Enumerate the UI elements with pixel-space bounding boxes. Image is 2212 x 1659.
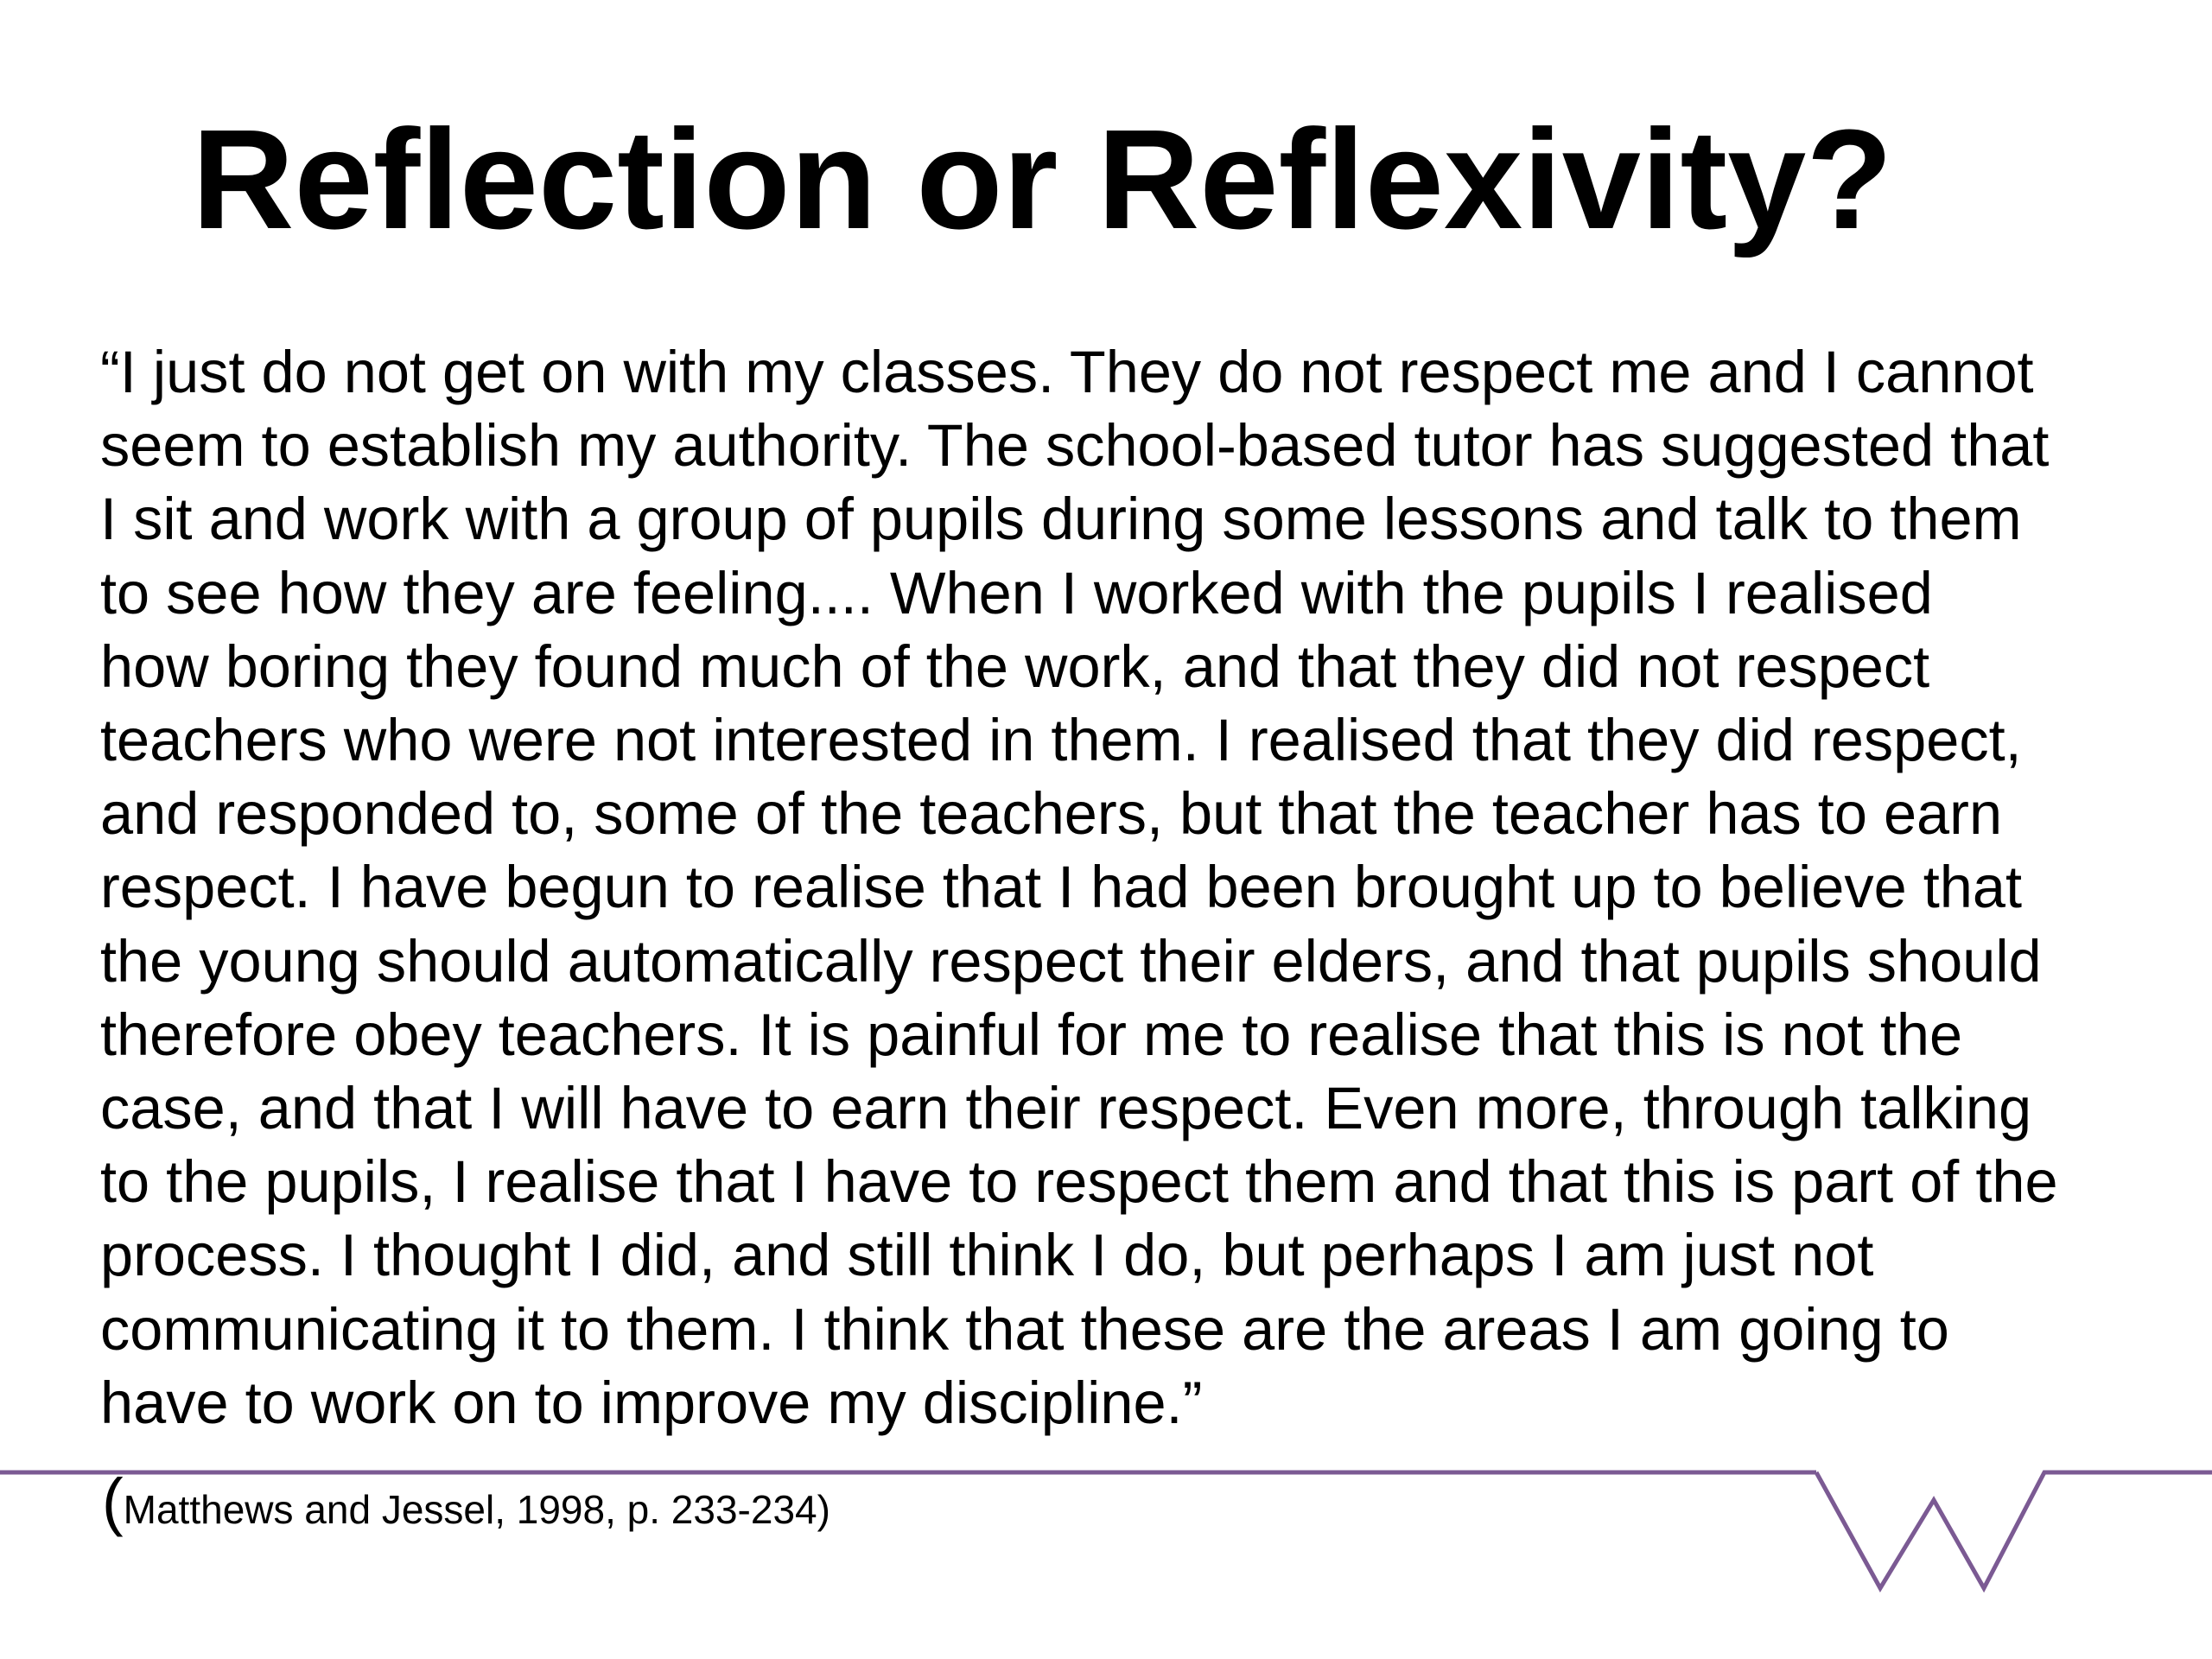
quote-line: the young should automatically respect their elders, and that pupils should (100, 927, 2042, 995)
quote-line: therefore obey teachers. It is painful for me to realise that this is not the (100, 1001, 1963, 1068)
quote-line: case, and that I will have to earn their respect. Even more, through talking (100, 1075, 2032, 1142)
quote-line: how boring they found much of the work, and that they did not respect (100, 632, 1930, 700)
quote-line: teachers who were not interested in them. I realised that they did respect, (100, 707, 2022, 774)
citation-text: Matthews and Jessel, 1998, p. 233-234) (123, 1487, 830, 1532)
quote-line: respect. I have begun to realise that I had been brought up to believe that (100, 854, 2023, 921)
quote-line: seem to establish my authority. The school-based tutor has suggested that (100, 412, 2050, 480)
quote-line: “I just do not get on with my classes. They do not respect me and I cannot (100, 339, 2034, 405)
quote-line: process. I thought I did, and still think I do, but perhaps I am just not (100, 1222, 1874, 1289)
citation (102, 1465, 830, 1538)
quote-line: to the pupils, I realise that I have to respect them and that this is part of the (100, 1148, 2058, 1216)
quote-line: to see how they are feeling.... When I worked with the pupils I realised (100, 559, 1933, 626)
quote-line: have to work on to improve my discipline.” (100, 1369, 1203, 1436)
w-logo-icon (1816, 1472, 2212, 1588)
quote-line: I sit and work with a group of pupils during some lessons and talk to them (100, 486, 2022, 553)
citation-open-paren: ( (102, 1465, 124, 1537)
slide-title: Reflection or Reflexivity? (192, 100, 1893, 258)
quote-body (100, 335, 2174, 1440)
quote-line: and responded to, some of the teachers, but that the teacher has to earn (100, 780, 2003, 848)
quote-line: communicating it to them. I think that these are the areas I am going to (100, 1295, 1949, 1363)
